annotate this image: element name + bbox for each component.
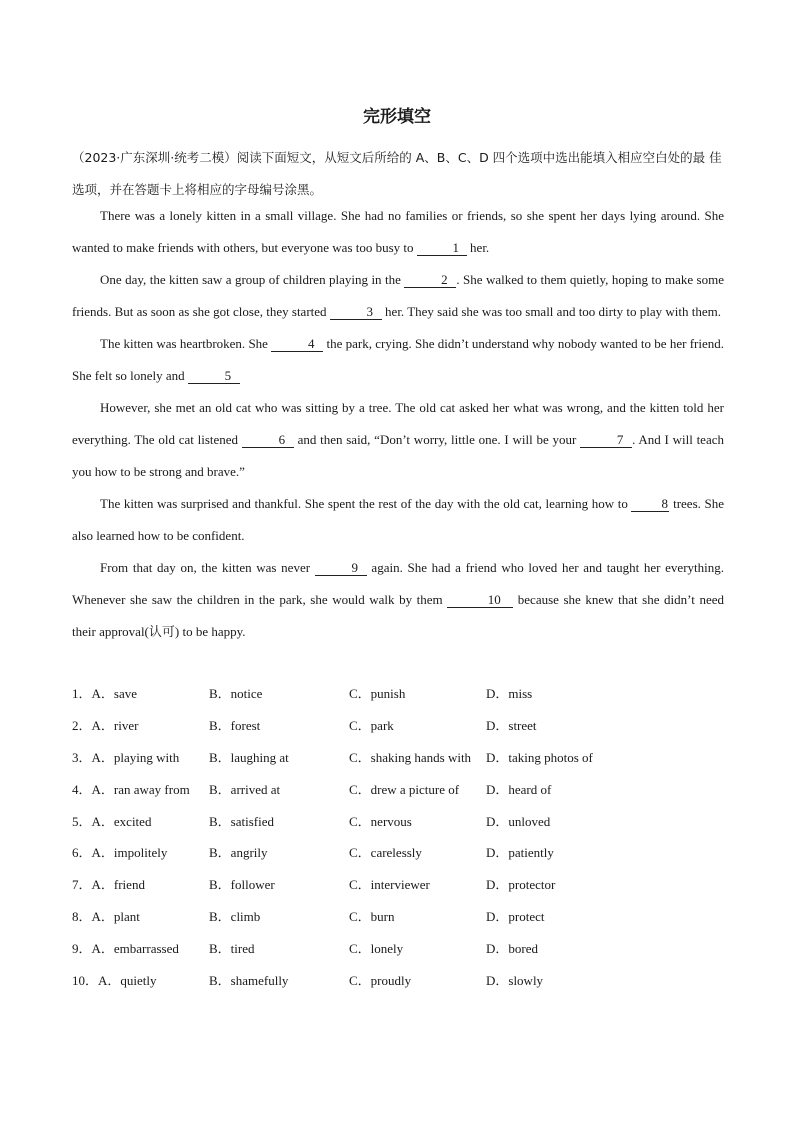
text: her. They said she was too small and too dirty to play with them.	[381, 304, 721, 319]
paragraph-3	[72, 328, 724, 392]
option-d[interactable]: D．taking photos of	[486, 749, 593, 765]
blank-6[interactable]: 6	[242, 432, 294, 448]
text: However, she met an old cat who was sitting by a tree. The old cat asked her what was wrong, and the kitten told her everything. The old cat listened	[72, 400, 724, 447]
option-text: A．ran away from	[91, 781, 190, 797]
question-row	[72, 933, 724, 965]
option-d[interactable]: D．unloved	[486, 813, 551, 829]
option-c[interactable]: C．drew a picture of	[349, 781, 460, 797]
blank-2[interactable]: 2	[404, 272, 456, 288]
question-number: 4．	[72, 781, 92, 797]
blank-4[interactable]: 4	[271, 336, 323, 352]
paragraph-6	[72, 552, 724, 648]
option-b[interactable]: B．laughing at	[209, 749, 289, 765]
option-b[interactable]: B．notice	[209, 686, 263, 701]
page-title: 完形填空	[363, 107, 431, 127]
instructions: （2023·广东深圳·统考二模）阅读下面短文，从短文后所给的 A、B、C、D 四个选项中选出能填入相应空白处的最 佳选项，并在答题卡上将相应的字母编号涂黑。	[72, 150, 722, 197]
option-d[interactable]: D．protect	[486, 909, 545, 925]
paragraph-5	[72, 488, 724, 552]
question-row	[72, 678, 724, 710]
option-a[interactable]	[72, 901, 140, 933]
text: The kitten was heartbroken. She	[100, 336, 272, 351]
option-a[interactable]	[72, 710, 138, 742]
question-row	[72, 742, 724, 774]
option-text: A．friend	[91, 877, 145, 893]
option-b[interactable]: B．tired	[209, 941, 255, 957]
option-text: A．playing with	[91, 749, 180, 765]
question-number: 9．	[72, 941, 92, 957]
question-row	[72, 774, 724, 806]
option-b[interactable]: B．arrived at	[209, 781, 281, 797]
paragraph-2	[72, 264, 724, 328]
option-d[interactable]: D．street	[486, 717, 537, 733]
option-a[interactable]	[72, 806, 151, 838]
text: The kitten was surprised and thankful. She spent the rest of the day with the old cat, learning how to	[100, 496, 632, 511]
blank-5[interactable]: 5	[188, 368, 240, 384]
blank-8[interactable]: 8	[631, 496, 669, 512]
text: her.	[466, 240, 490, 255]
option-a[interactable]	[72, 774, 190, 806]
blank-10[interactable]: 10	[447, 592, 513, 608]
option-c[interactable]: C．carelessly	[349, 845, 422, 861]
option-d[interactable]: D．protector	[486, 877, 556, 893]
blank-9[interactable]: 9	[315, 560, 367, 576]
option-c[interactable]: C．shaking hands with	[349, 749, 472, 765]
option-a[interactable]	[72, 933, 179, 965]
question-row	[72, 901, 724, 933]
question-number: 1．	[72, 686, 92, 701]
text: There was a lonely kitten in a small village. She had no families or friends, so she spent her days lying around. She wanted to make friends with others, but everyone was too busy to	[72, 208, 724, 255]
blank-3[interactable]: 3	[330, 304, 382, 320]
question-options	[72, 678, 724, 997]
option-text: A．quietly	[98, 973, 157, 989]
text: From that day on, the kitten was never	[100, 560, 315, 575]
text: One day, the kitten saw a group of children playing in the	[100, 272, 405, 287]
question-number: 5．	[72, 813, 92, 829]
option-a[interactable]	[72, 965, 157, 997]
question-number: 3．	[72, 749, 92, 765]
option-b[interactable]: B．shamefully	[209, 973, 289, 989]
question-number: 7．	[72, 877, 92, 893]
blank-1[interactable]: 1	[417, 240, 467, 256]
paragraph-4	[72, 392, 724, 488]
option-b[interactable]: B．angrily	[209, 845, 268, 861]
question-row	[72, 837, 724, 869]
option-a[interactable]	[72, 869, 145, 901]
question-row	[72, 869, 724, 901]
option-text: A．river	[91, 717, 139, 733]
option-d[interactable]: D．miss	[486, 686, 533, 701]
option-d[interactable]: D．heard of	[486, 781, 552, 797]
question-row	[72, 710, 724, 742]
option-text: A．excited	[91, 813, 152, 829]
question-row	[72, 965, 724, 997]
text: because she knew that she didn’t need their approval(认可) to be happy.	[72, 592, 724, 639]
option-d[interactable]: D．slowly	[486, 973, 544, 989]
option-c[interactable]: C．park	[349, 717, 394, 733]
question-number: 2．	[72, 717, 92, 733]
paragraph-1	[72, 200, 724, 264]
option-b[interactable]: B．forest	[209, 717, 261, 733]
option-c[interactable]: C．proudly	[349, 973, 412, 989]
text: . She walked to them quietly, hoping to make some friends. But as soon as she got close, they started	[72, 272, 725, 319]
text: again. She had a friend who loved her and taught her everything. Whenever she saw the children in the park, she would walk by them	[72, 560, 724, 607]
option-a[interactable]	[72, 678, 137, 710]
option-c[interactable]: C．lonely	[349, 941, 404, 957]
option-c[interactable]: C．interviewer	[349, 877, 430, 893]
option-b[interactable]: B．satisfied	[209, 813, 274, 829]
question-number: 8．	[72, 909, 92, 925]
option-a[interactable]	[72, 837, 167, 869]
option-b[interactable]: B．follower	[209, 877, 275, 893]
text: the park, crying. She didn’t understand why nobody wanted to be her friend. She felt so lonely and	[72, 336, 724, 383]
text: and then said, “Don’t worry, little one. I will be your	[293, 432, 581, 447]
option-c[interactable]: C．burn	[349, 909, 395, 925]
text: trees. She also learned how to be confident.	[72, 496, 724, 543]
option-text: A．impolitely	[91, 845, 168, 861]
option-text: A．save	[91, 686, 138, 701]
option-c[interactable]: C．punish	[349, 686, 406, 701]
option-d[interactable]: D．bored	[486, 941, 538, 957]
blank-7[interactable]: 7	[580, 432, 632, 448]
question-row	[72, 806, 724, 838]
option-a[interactable]	[72, 742, 179, 774]
text: . And I will teach you how to be strong and brave.”	[72, 432, 724, 479]
option-text: A．plant	[91, 909, 140, 925]
passage	[72, 200, 724, 648]
option-d[interactable]: D．patiently	[486, 845, 554, 861]
option-c[interactable]: C．nervous	[349, 813, 412, 829]
question-number: 6．	[72, 845, 92, 861]
option-text: A．embarrassed	[91, 941, 179, 957]
option-b[interactable]: B．climb	[209, 909, 261, 925]
question-number: 10．	[72, 973, 99, 989]
